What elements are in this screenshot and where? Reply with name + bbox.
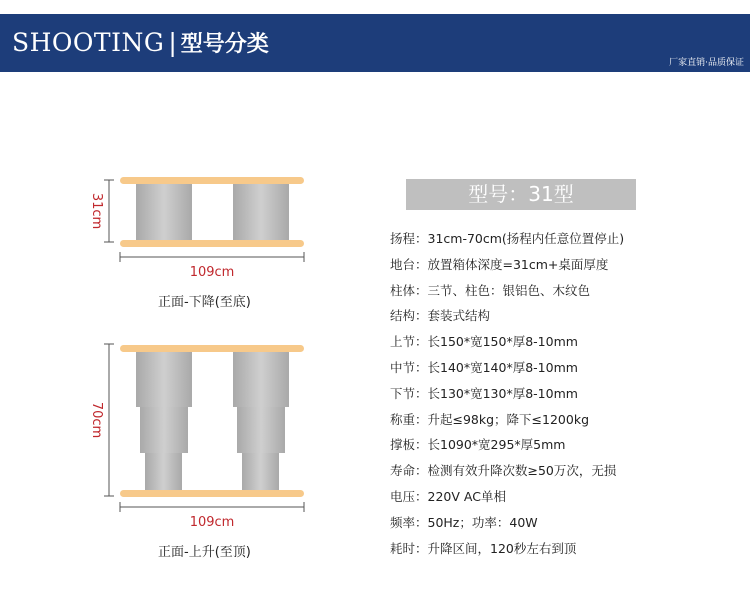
- width-label: 109cm: [189, 515, 235, 530]
- spec-list: [390, 226, 745, 561]
- right-column-lower: [242, 453, 279, 490]
- right-column-middle: [237, 407, 285, 453]
- spec-base: 地台：放置箱体深度=31cm+桌面厚度: [390, 256, 609, 272]
- spec-structure: 结构：套装式结构: [390, 308, 491, 324]
- spec-lower-section: 下节：长130*宽130*厚8-10mm: [390, 385, 578, 401]
- left-column: [136, 184, 192, 240]
- model-title: 型号：31型: [406, 179, 636, 210]
- width-label: 109cm: [189, 265, 235, 280]
- header-title: [12, 27, 269, 58]
- diagram-lowered: [80, 168, 320, 283]
- bottom-board: [120, 490, 304, 497]
- spec-lifespan: 寿命：检测有效升降次数≥50万次，无损: [390, 463, 617, 479]
- right-column: [233, 184, 289, 240]
- header-banner: [0, 14, 750, 72]
- caption-lowered: 正面-下降(至底): [158, 295, 251, 310]
- header-separator: |: [168, 28, 177, 57]
- spec-frequency-power: 频率：50Hz；功率：40W: [390, 514, 538, 530]
- header-title-en: SHOOTING: [12, 28, 165, 57]
- caption-raised: 正面-上升(至顶): [158, 545, 251, 560]
- spec-column: 柱体：三节、柱色：银铝色、木纹色: [390, 282, 591, 298]
- diagram-raised: [80, 336, 320, 536]
- header-subtitle: 厂家直销·品质保证: [669, 58, 744, 68]
- left-column-middle: [140, 407, 188, 453]
- left-column-lower: [145, 453, 182, 490]
- right-column-upper: [233, 352, 289, 407]
- spec-duration: 耗时：升降区间，120秒左右到顶: [390, 540, 577, 556]
- spec-middle-section: 中节：长140*宽140*厚8-10mm: [390, 359, 578, 375]
- height-label: 70cm: [89, 401, 104, 439]
- top-board: [120, 177, 304, 184]
- spec-load: 称重：升起≤98kg；降下≤1200kg: [390, 411, 590, 427]
- spec-upper-section: 上节：长150*宽150*厚8-10mm: [390, 334, 578, 350]
- spec-lift-range: 扬程：31cm-70cm(扬程内任意位置停止): [390, 231, 625, 246]
- top-board: [120, 345, 304, 352]
- left-column-upper: [136, 352, 192, 407]
- spec-voltage: 电压：220V AC单相: [390, 488, 506, 504]
- bottom-board: [120, 240, 304, 247]
- height-label: 31cm: [89, 192, 104, 230]
- header-title-cn: 型号分类: [180, 32, 269, 57]
- spec-support-board: 撑板：长1090*宽295*厚5mm: [390, 437, 566, 453]
